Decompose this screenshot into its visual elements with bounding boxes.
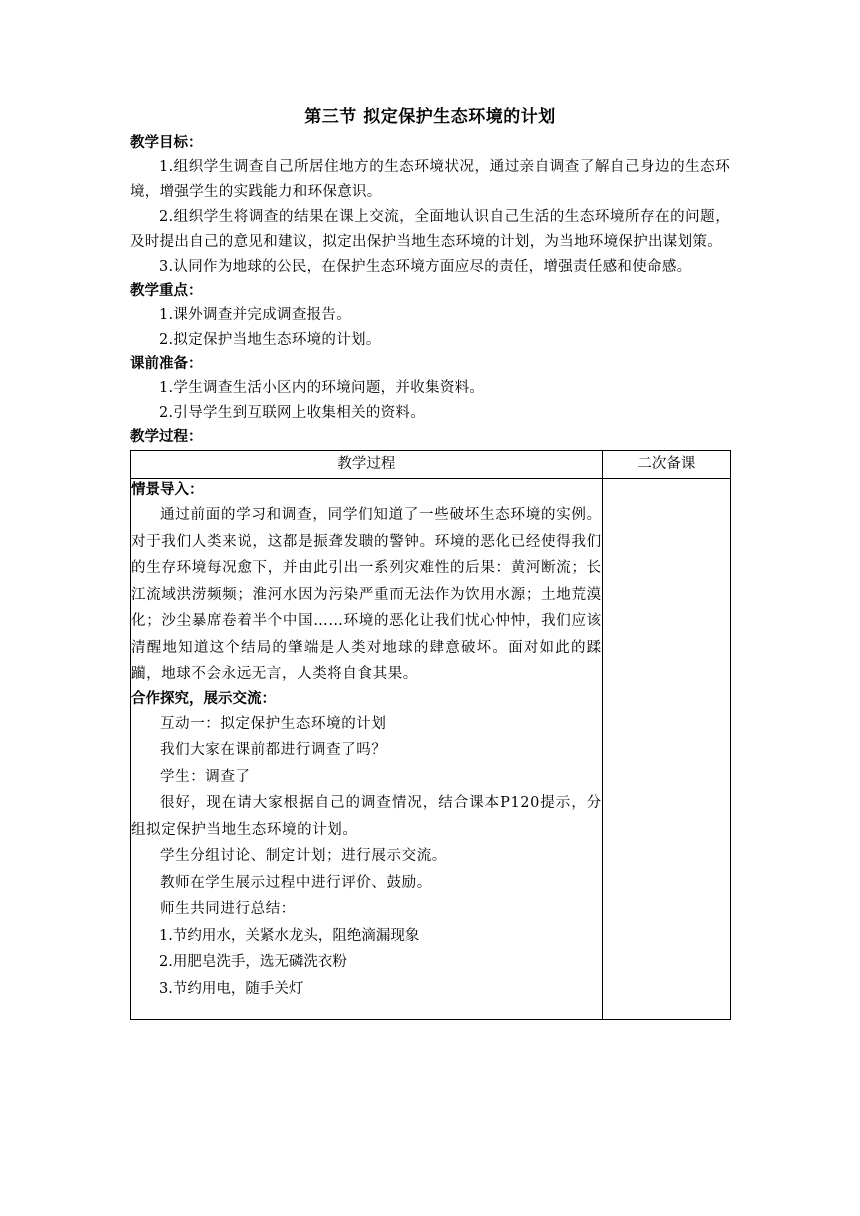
objective-item: 1.组织学生调查自己所居住地方的生态环境状况，通过亲自调查了解自己身边的生态环境，增强学生的实践能力和环保意识。 — [130, 159, 730, 200]
objective-item: 3.认同作为地球的公民，在保护生态环境方面应尽的责任，增强责任感和使命感。 — [159, 259, 692, 275]
table-row — [131, 479, 731, 1020]
intro-heading: 情景导入： — [131, 482, 204, 498]
coop-line: 很好，现在请大家根据自己的调查情况，结合课本P120提示，分组拟定保护当地生态环境的计划。 — [131, 795, 602, 838]
secondary-notes-cell — [602, 479, 730, 1020]
document-page — [130, 104, 730, 1020]
coop-line: 我们大家在课前都进行调查了吗？ — [160, 742, 387, 758]
preparation-item: 1.学生调查生活小区内的环境问题，并收集资料。 — [159, 380, 485, 396]
coop-line: 学生分组讨论、制定计划；进行展示交流。 — [160, 848, 447, 864]
objectives-heading: 教学目标： — [130, 135, 203, 151]
process-content-cell — [131, 479, 603, 1020]
preparation-heading: 课前准备： — [130, 356, 203, 372]
objective-item: 2.组织学生将调查的结果在课上交流，全面地认识自己生活的生态环境所存在的问题，及时提出自己的意见和建议，拟定出保护当地生态环境的计划，为当地环境保护出谋划策。 — [130, 209, 730, 250]
key-points-heading: 教学重点： — [130, 283, 203, 299]
process-heading: 教学过程： — [130, 429, 203, 445]
coop-line: 教师在学生展示过程中进行评价、鼓励。 — [160, 874, 432, 891]
preparation-item: 2.引导学生到互联网上收集相关的资料。 — [159, 405, 426, 421]
coop-line: 学生：调查了 — [160, 768, 251, 785]
intro-text: 通过前面的学习和调查，同学们知道了一些破坏生态环境的实例。对于我们人类来说，这都是振聋发聩的警钟。环境的恶化已经使得我们的生存环境每况愈下，并由此引出一系列灾难性的后果：黄河断流；长江流域洪涝频频；淮河水因为污染严重而无法作为饮用水源；土地荒漠化；沙尘暴席卷着半个中国……环境的恶化让我们忧心忡忡，我们应该清醒地知道这个结局的肇端是人类对地球的肆意破坏。面对如此的蹂躏，地球不会永远无言，人类将自食其果。 — [131, 507, 602, 682]
process-table — [130, 450, 731, 1020]
table-header-row — [131, 451, 731, 479]
key-point-item: 1.课外调查并完成调查报告。 — [159, 307, 352, 323]
column-header-notes: 二次备课 — [602, 451, 730, 479]
summary-item: 3.节约用电，随手关灯 — [159, 980, 304, 997]
page-title: 第三节 拟定保护生态环境的计划 — [304, 107, 556, 127]
coop-heading: 合作探究，展示交流： — [131, 690, 276, 707]
coop-line: 互动一：拟定保护生态环境的计划 — [160, 715, 387, 732]
column-header-process: 教学过程 — [131, 451, 603, 479]
coop-line: 师生共同进行总结： — [160, 901, 296, 917]
summary-item: 2.用肥皂洗手，选无磷洗衣粉 — [159, 954, 347, 970]
summary-item: 1.节约用水，关紧水龙头，阻绝滴漏现象 — [159, 927, 420, 944]
key-point-item: 2.拟定保护当地生态环境的计划。 — [159, 332, 381, 348]
